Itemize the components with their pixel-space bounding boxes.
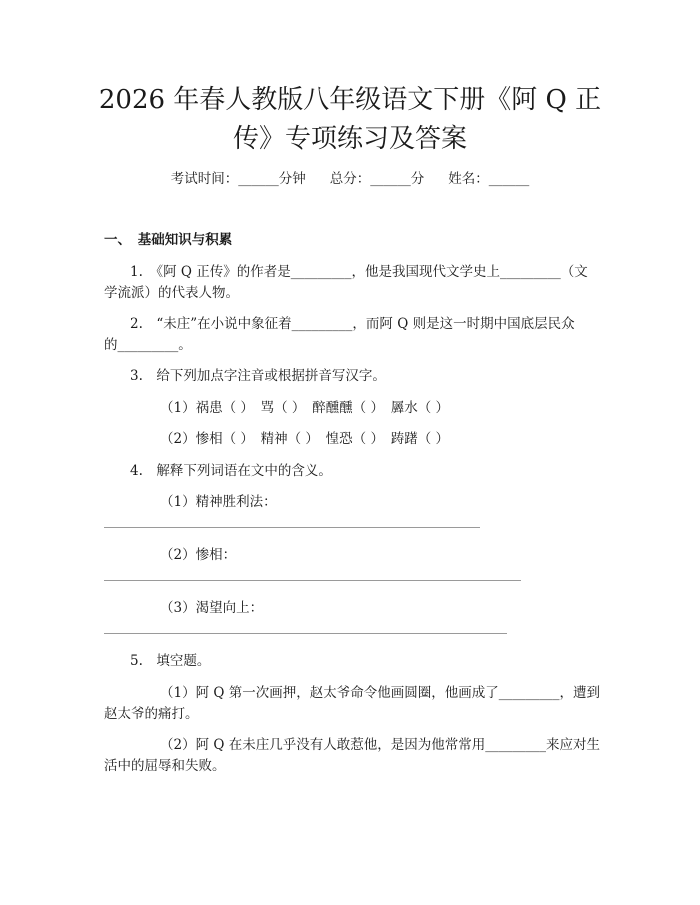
- question-5-item-2-line-2: 活中的屈辱和失败。: [104, 758, 226, 774]
- question-4-item-2: （2）惨相：: [160, 547, 237, 563]
- question-5-item-2-line-1: （2）阿 Q 在未庄几乎没有人敢惹他，是因为他常常用_________来应对生: [160, 737, 600, 753]
- question-2-line-1: 2. “未庄”在小说中象征着_________，而阿 Q 则是这一时期中国底层民众: [130, 316, 575, 332]
- page-title-line-2: 传》专项练习及答案: [232, 124, 467, 154]
- question-4-item-1: （1）精神胜利法：: [160, 494, 277, 510]
- answer-line-3: [104, 633, 507, 634]
- section-heading-basic-knowledge: 一、 基础知识与积累: [104, 232, 233, 248]
- exam-info-row: [0, 169, 700, 189]
- question-1-line-1: 1. 《阿 Q 正传》的作者是_________，他是我国现代文学史上_________（文: [130, 264, 588, 280]
- question-3-row-1: （1）祸患（ ） 骂（ ） 醉醺醺（ ） 羼水（ ）: [160, 400, 450, 416]
- question-3-stem: 3. 给下列加点字注音或根据拼音写汉字。: [130, 368, 386, 384]
- question-4-stem: 4. 解释下列词语在文中的含义。: [130, 463, 332, 479]
- question-5-stem: 5. 填空题。: [130, 653, 211, 669]
- question-2-line-2: 的_________。: [104, 337, 192, 353]
- exam-time-field: 考试时间：______分钟: [170, 171, 306, 187]
- total-score-field: 总分：______分: [329, 171, 425, 187]
- answer-line-1: [104, 527, 480, 528]
- question-1-line-2: 学流派）的代表人物。: [104, 285, 239, 301]
- answer-line-2: [104, 580, 521, 581]
- question-4-item-3: （3）渴望向上：: [160, 600, 264, 616]
- student-name-field: 姓名：______: [448, 171, 530, 187]
- question-5-item-1-line-1: （1）阿 Q 第一次画押，赵太爷命令他画圆圈，他画成了_________，遭到: [160, 685, 600, 701]
- question-3-row-2: （2）惨相（ ） 精神（ ） 惶恐（ ） 踌躇（ ）: [160, 431, 450, 447]
- question-5-item-1-line-2: 赵太爷的痛打。: [104, 706, 199, 722]
- page-title-line-1: 2026 年春人教版八年级语文下册《阿 Q 正: [98, 85, 602, 115]
